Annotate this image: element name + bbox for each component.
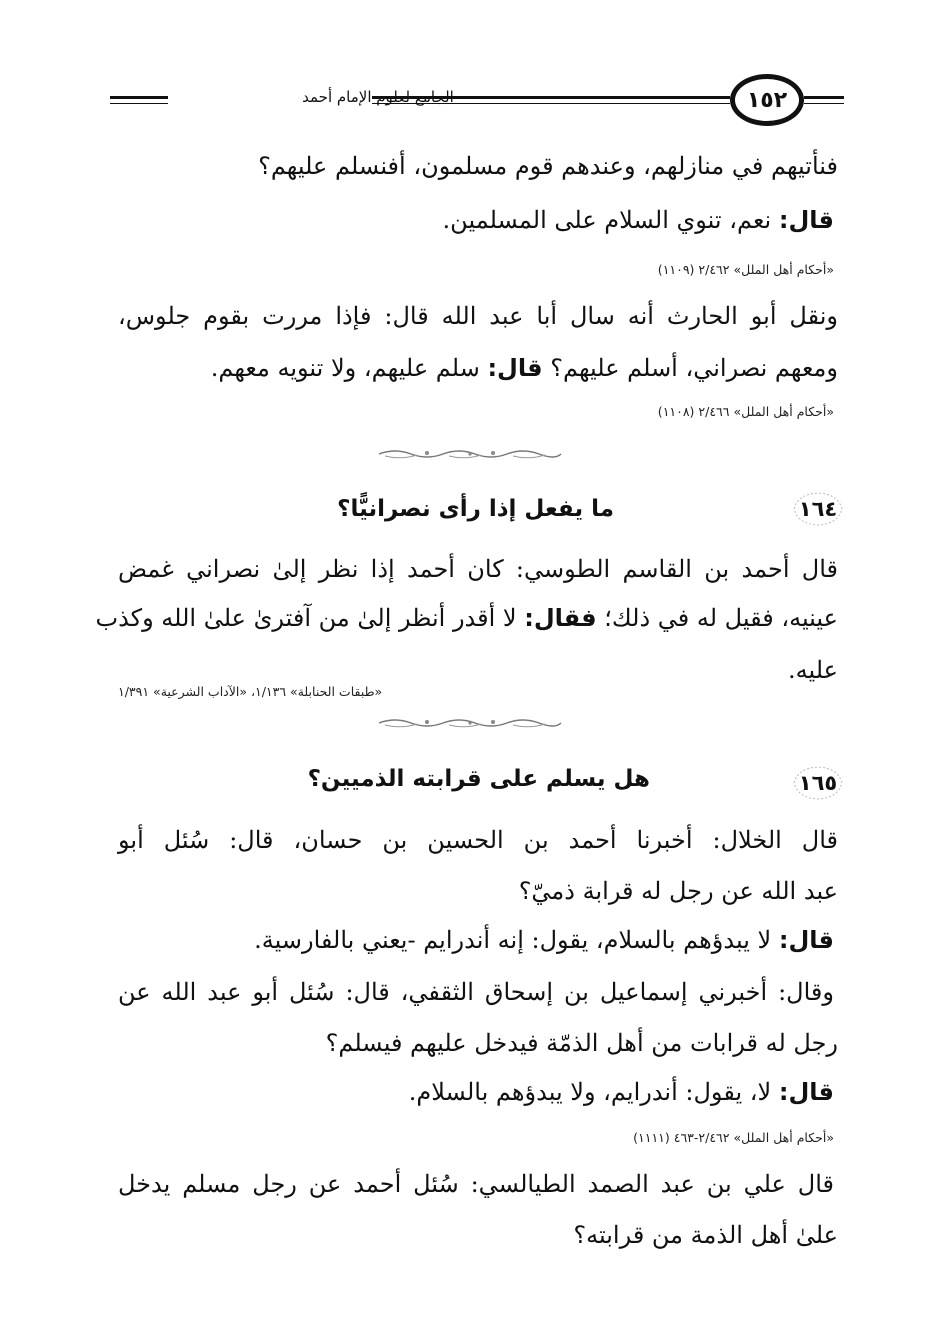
section-title: ما يفعل إذا رأى نصرانيًّا؟	[337, 496, 614, 522]
header-rule-left	[110, 96, 168, 99]
qala-label: قال:	[778, 1078, 834, 1106]
block2-line2	[211, 354, 838, 383]
block2-line1: ونقل أبو الحارث أنه سال أبا عبد الله قال: فإذا مررت بقوم جلوس،	[118, 302, 838, 330]
section165-p5-line2: علىٰ أهل الذمة من قرابته؟	[573, 1221, 838, 1249]
block2-line2-b: سلم عليهم، ولا تنويه معهم.	[210, 354, 488, 382]
header-rule-middle	[372, 96, 730, 99]
faqala-label: فقال:	[524, 604, 597, 632]
section-title: هل يسلم على قرابته الذميين؟	[307, 766, 650, 792]
block2-line2-a: ومعهم نصراني، أسلم عليهم؟	[542, 354, 838, 382]
section165-p2-text: لا يبدؤهم بالسلام، يقول: إنه أندرايم -يعني بالفارسية.	[254, 926, 779, 954]
header-rule-right	[804, 96, 844, 99]
reference-note: «أحكام أهل الملل» ٢/٤٦٦ (١١٠٨)	[657, 404, 834, 419]
header-rule-right-thin	[804, 103, 844, 104]
section164-line3: عليه.	[787, 656, 838, 684]
section164-line2-a: عينيه، فقيل له في ذلك؛	[596, 604, 838, 632]
header-rule-middle-thin	[372, 103, 730, 104]
ornament-divider-icon	[375, 447, 565, 461]
page-header	[110, 72, 850, 130]
section-number: ١٦٤	[798, 497, 838, 521]
running-title: الجامع لعلوم الإمام أحمد	[302, 88, 454, 106]
block1-line2-text: نعم، تنوي السلام على المسلمين.	[442, 206, 779, 234]
section164-line1: قال أحمد بن القاسم الطوسي: كان أحمد إذا نظر إلىٰ نصراني غمض	[118, 555, 838, 583]
section-number-badge	[790, 764, 846, 802]
section164-line2-b: لا أقدر أنظر إلىٰ من آفترىٰ علىٰ الله وكذب	[95, 604, 525, 632]
section165-p2	[254, 926, 834, 955]
qala-label: قال:	[778, 926, 834, 954]
section-number: ١٦٥	[798, 771, 838, 795]
section165-p4-text: لا، يقول: أندرايم، ولا يبدؤهم بالسلام.	[408, 1078, 779, 1106]
qala-label: قال:	[778, 206, 834, 234]
section165-p3-line2: رجل له قرابات من أهل الذمّة فيدخل عليهم فيسلم؟	[325, 1029, 838, 1057]
reference-note: «طبقات الحنابلة» ١/١٣٦، «الآداب الشرعية» ١/٣٩١	[118, 684, 383, 699]
reference-note: «أحكام أهل الملل» ٢/٤٦٢ (١١٠٩)	[657, 262, 834, 277]
section165-p3-line1: وقال: أخبرني إسماعيل بن إسحاق الثقفي، قال: سُئل أبو عبد الله عن	[118, 978, 834, 1006]
section164-line2	[95, 604, 838, 633]
qala-label: قال:	[487, 354, 543, 382]
ornament-divider-icon	[375, 716, 565, 730]
header-rule-left-thin	[110, 103, 168, 104]
section-number-badge	[790, 490, 846, 528]
section165-p1-line2: عبد الله عن رجل له قرابة ذميّ؟	[518, 877, 838, 905]
section165-p1-line1: قال الخلال: أخبرنا أحمد بن الحسين بن حسان، قال: سُئل أبو	[118, 826, 838, 854]
block1-line1: فنأتيهم في منازلهم، وعندهم قوم مسلمون، أفنسلم عليهم؟	[258, 152, 838, 180]
section165-p4	[409, 1078, 834, 1107]
page-number-badge: ١٥٢	[730, 74, 804, 126]
reference-note: «أحكام أهل الملل» ٢/٤٦٢-٤٦٣ (١١١١)	[633, 1130, 834, 1145]
section165-p5-line1: قال علي بن عبد الصمد الطيالسي: سُئل أحمد عن رجل مسلم يدخل	[118, 1170, 834, 1198]
block1-line2	[443, 206, 834, 235]
